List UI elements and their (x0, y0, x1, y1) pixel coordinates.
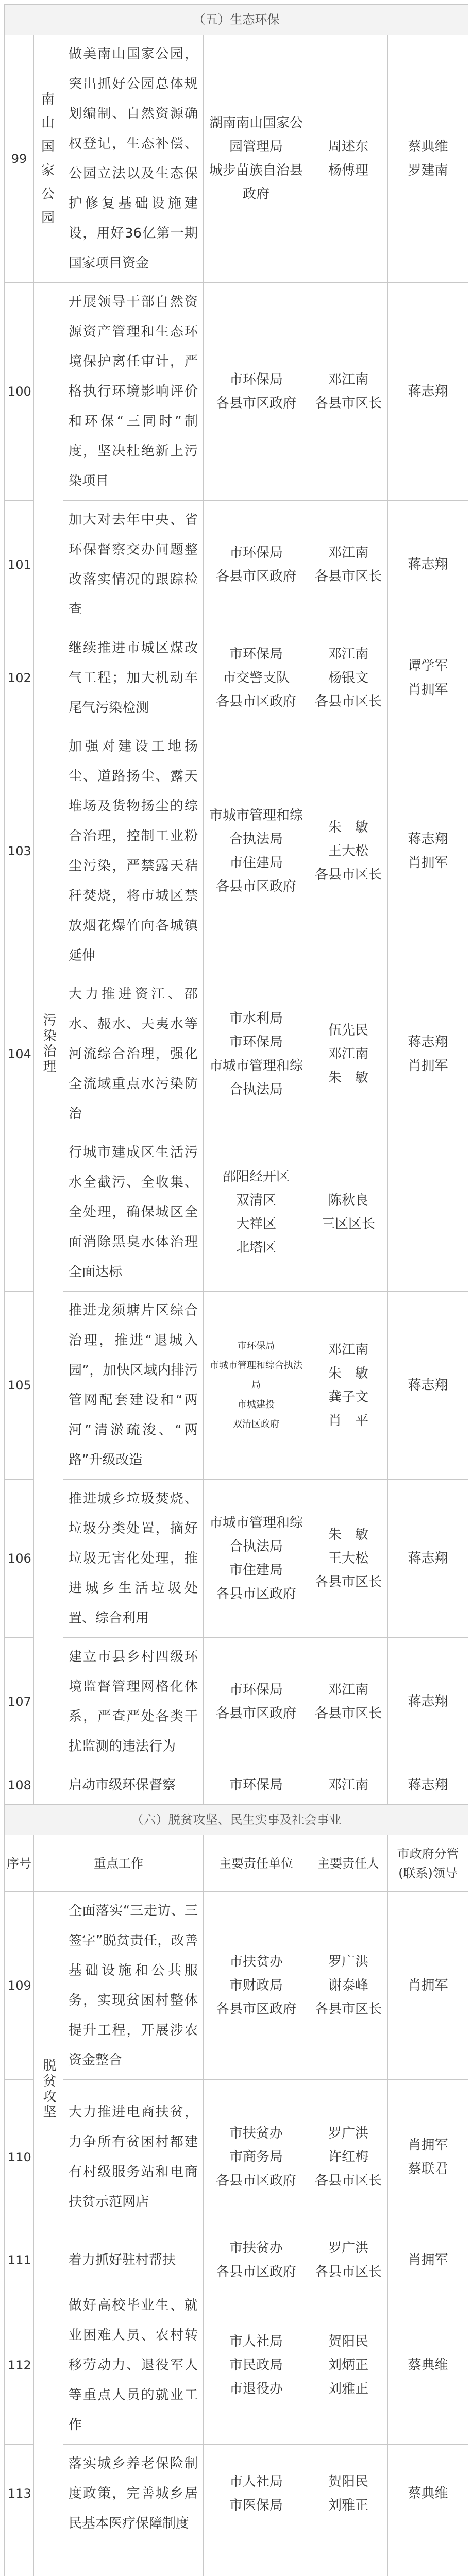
section-ecology-title: （五）生态环保 (5, 5, 468, 35)
table-row (5, 629, 468, 727)
supervising-leader (388, 2543, 468, 2576)
row-number: 111 (5, 2234, 34, 2286)
responsible-person: 朱 敏 王大松 各县市区长 (309, 1480, 388, 1638)
supervising-leader: 蒋志翔 (388, 283, 468, 501)
section-livelihood (5, 1805, 468, 1835)
supervising-leader: 蒋志翔 肖拥军 (388, 975, 468, 1133)
row-number: 108 (5, 1766, 34, 1805)
table-row (5, 1766, 468, 1805)
task-table (4, 4, 468, 2576)
table-row (5, 1133, 468, 1292)
responsible-person: 贺阳民 刘炳正 刘雅正 (309, 2286, 388, 2445)
key-task: 着力抓好驻村帮扶 (63, 2234, 204, 2286)
key-task: 行城市建成区生活污水全截污、全收集、全处理，确保城区全面消除黑臭水体治理全面达标 (63, 1133, 204, 1292)
responsible-person: 邓江南 各县市区长 (309, 501, 388, 629)
responsible-person: 罗广洪 谢泰峰 各县市区长 (309, 1892, 388, 2080)
responsible-unit: 市扶贫办 市商务局 各县市区政府 (204, 2080, 309, 2234)
key-task: 开展领导干部自然资源资产管理和生态环境保护离任审计，严格执行环境影响评价和环保“三同时”制度，坚决杜绝新上污染项目 (63, 283, 204, 501)
table-row (5, 2080, 468, 2234)
row-number: 104 (5, 975, 34, 1133)
supervising-leader: 蒋志翔 (388, 1292, 468, 1480)
responsible-unit: 邵阳经开区 双清区 大祥区 北塔区 (204, 1133, 309, 1292)
supervising-leader: 谭学军 肖拥军 (388, 629, 468, 727)
supervising-leader: 蔡典维 罗建南 (388, 35, 468, 283)
responsible-person: 贺阳民 刘雅正 (309, 2445, 388, 2543)
key-task: 落实城乡养老保险制度政策，完善城乡居民基本医疗保障制度 (63, 2445, 204, 2543)
responsible-person: 邓江南 (309, 1766, 388, 1805)
table-row (5, 975, 468, 1133)
table-row (5, 1892, 468, 2080)
key-task: 大力推进电商扶贫，力争所有贫困村都建有村级服务站和电商扶贫示范网店 (63, 2080, 204, 2234)
table-row (5, 2543, 468, 2576)
responsible-person (309, 2543, 388, 2576)
row-number: 113 (5, 2445, 34, 2543)
responsible-unit: 市环保局 各县市区政府 (204, 1638, 309, 1766)
header-number: 序号 (5, 1835, 34, 1892)
header-person: 主要责任人 (309, 1835, 388, 1892)
category-label: 污染治理 (34, 283, 63, 1805)
key-task: 推进龙须塘片区综合治理，推进“退城入园”，加快区域内排污管网配套建设和“两河”清淤疏浚、“两路”升级改造 (63, 1292, 204, 1480)
responsible-person: 朱 敏 王大松 各县市区长 (309, 727, 388, 975)
supervising-leader: 蒋志翔 肖拥军 (388, 727, 468, 975)
table-row (5, 501, 468, 629)
responsible-unit: 市环保局 各县市区政府 (204, 283, 309, 501)
key-task: 建立市县乡村四级环境监督管理网格化体系，严查严处各类干扰监测的违法行为 (63, 1638, 204, 1766)
responsible-unit: 市扶贫办 各县市区政府 (204, 2234, 309, 2286)
header-row (5, 1835, 468, 1892)
key-task: 启动市级环保督察 (63, 1766, 204, 1805)
supervising-leader: 肖拥军 (388, 1892, 468, 2080)
section-livelihood-title: （六）脱贫攻坚、民生实事及社会事业 (5, 1805, 468, 1835)
table-row (5, 1638, 468, 1766)
responsible-person: 陈秋良 三区区长 (309, 1133, 388, 1292)
key-task: 全面落实“三走访、三签字”脱贫责任，改善基础设施和公共服务，实现贫困村整体提升工程，开展涉农资金整合 (63, 1892, 204, 2080)
row-number: 109 (5, 1892, 34, 2080)
table-row (5, 2445, 468, 2543)
header-unit: 主要责任单位 (204, 1835, 309, 1892)
header-task: 重点工作 (34, 1835, 204, 1892)
category-label (34, 2286, 63, 2576)
responsible-person: 伍先民 邓江南 朱 敏 (309, 975, 388, 1133)
table-row (5, 35, 468, 283)
table-row (5, 283, 468, 501)
supervising-leader: 蒋志翔 (388, 1766, 468, 1805)
responsible-person: 罗广洪 各县市区长 (309, 2234, 388, 2286)
responsible-unit: 市环保局 各县市区政府 (204, 501, 309, 629)
supervising-leader: 肖拥军 蔡联君 (388, 2080, 468, 2234)
category-label: 脱贫攻坚 (34, 1892, 63, 2286)
key-task: 大力推进资江、邵水、赧水、夫夷水等河流综合治理，强化全流域重点水污染防治 (63, 975, 204, 1133)
responsible-unit (204, 2543, 309, 2576)
supervising-leader: 蒋志翔 (388, 1638, 468, 1766)
key-task (63, 2543, 204, 2576)
responsible-person: 罗广洪 许红梅 各县市区长 (309, 2080, 388, 2234)
key-task: 继续推进市城区煤改气工程；加大机动车尾气污染检测 (63, 629, 204, 727)
responsible-unit: 市人社局 市民政局 市退役办 (204, 2286, 309, 2445)
row-number: 102 (5, 629, 34, 727)
row-number (5, 2543, 34, 2576)
row-number: 107 (5, 1638, 34, 1766)
key-task: 推进城乡垃圾焚烧、垃圾分类处置，摘好垃圾无害化处理，推进城乡生活垃圾处置、综合利用 (63, 1480, 204, 1638)
responsible-unit: 市城市管理和综合执法局 市住建局 各县市区政府 (204, 1480, 309, 1638)
key-task: 加大对去年中央、省环保督察交办问题整改落实情况的跟踪检查 (63, 501, 204, 629)
supervising-leader: 蔡典维 (388, 2286, 468, 2445)
key-task: 做好高校毕业生、就业困难人员、农村转移劳动力、退役军人等重点人员的就业工作 (63, 2286, 204, 2445)
table-row (5, 1480, 468, 1638)
row-number (5, 1133, 34, 1292)
responsible-person: 邓江南 杨银文 各县市区长 (309, 629, 388, 727)
row-number: 101 (5, 501, 34, 629)
responsible-unit: 湖南南山国家公园管理局 城步苗族自治县政府 (204, 35, 309, 283)
table-row (5, 1292, 468, 1480)
header-leader: 市政府分管(联系)领导 (388, 1835, 468, 1892)
responsible-person: 邓江南 朱 敏 龚子文 肖 平 (309, 1292, 388, 1480)
row-number: 103 (5, 727, 34, 975)
row-number: 100 (5, 283, 34, 501)
responsible-unit: 市扶贫办 市财政局 各县市区政府 (204, 1892, 309, 2080)
table-row (5, 2286, 468, 2445)
supervising-leader: 蒋志翔 (388, 501, 468, 629)
responsible-unit: 市水利局 市环保局 市城市管理和综合执法局 (204, 975, 309, 1133)
supervising-leader: 肖拥军 (388, 2234, 468, 2286)
responsible-unit: 市环保局 (204, 1766, 309, 1805)
supervising-leader: 蔡典维 (388, 2445, 468, 2543)
row-number: 106 (5, 1480, 34, 1638)
responsible-person: 邓江南 各县市区长 (309, 283, 388, 501)
responsible-person: 周述东 杨傅理 (309, 35, 388, 283)
row-number: 99 (5, 35, 34, 283)
row-number: 112 (5, 2286, 34, 2445)
table-row (5, 2234, 468, 2286)
section-ecology (5, 5, 468, 35)
table-row (5, 727, 468, 975)
supervising-leader (388, 1133, 468, 1292)
supervising-leader: 蒋志翔 (388, 1480, 468, 1638)
responsible-unit: 市环保局 市城市管理和综合执法局 市城建投 双清区政府 (204, 1292, 309, 1480)
responsible-unit: 市人社局 市医保局 (204, 2445, 309, 2543)
responsible-unit: 市环保局 市交警支队 各县市区政府 (204, 629, 309, 727)
row-number: 105 (5, 1292, 34, 1480)
responsible-person: 邓江南 各县市区长 (309, 1638, 388, 1766)
row-number: 110 (5, 2080, 34, 2234)
category-label: 南山国家公园 (34, 35, 63, 283)
responsible-unit: 市城市管理和综合执法局 市住建局 各县市区政府 (204, 727, 309, 975)
key-task: 做美南山国家公园，突出抓好公园总体规划编制、自然资源确权登记，生态补偿、公园立法以及生态保护修复基础设施建设，用好36亿第一期国家项目资金 (63, 35, 204, 283)
key-task: 加强对建设工地扬尘、道路扬尘、露天堆场及货物扬尘的综合治理，控制工业粉尘污染，严禁露天秸秆焚烧，将市城区禁放烟花爆竹向各城镇延伸 (63, 727, 204, 975)
